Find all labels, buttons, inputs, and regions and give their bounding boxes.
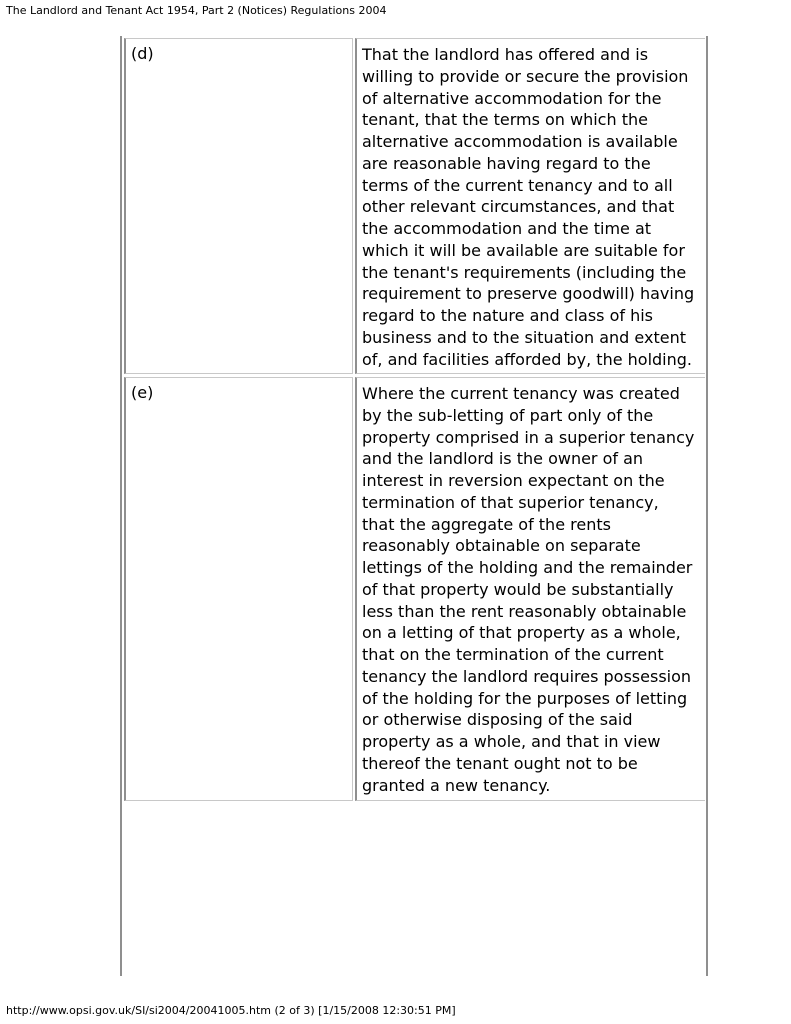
row-d-label-cell: [124, 38, 353, 374]
text-line: That the landlord has offered and is: [362, 45, 649, 64]
row-e-text-cell: [355, 377, 705, 801]
text-line: lettings of the holding and the remainder: [362, 558, 693, 577]
text-line: property comprised in a superior tenancy: [362, 427, 695, 447]
print-header-title: The Landlord and Tenant Act 1954, Part 2 (Notices) Regulations 2004: [6, 4, 387, 17]
text-line: of that property would be substantially: [362, 579, 674, 599]
row-label: (e): [131, 383, 154, 402]
text-line: the tenant's requirements (including the: [362, 262, 687, 282]
text-line: granted a new tenancy.: [362, 775, 551, 795]
text-line: Where the current tenancy was created: [362, 384, 680, 403]
text-line: by the sub-letting of part only of the: [362, 405, 654, 425]
text-line: terms of the current tenancy and to all: [362, 175, 673, 195]
text-line: less than the rent reasonably obtainable: [362, 601, 687, 621]
text-line: thereof the tenant ought not to be: [362, 753, 638, 773]
table-left-border: [120, 36, 122, 976]
text-line: willing to provide or secure the provision: [362, 66, 689, 86]
text-line: property as a whole, and that in view: [362, 732, 661, 751]
text-line: of alternative accommodation for the: [362, 88, 662, 108]
text-line: requirement to preserve goodwill) having: [362, 284, 695, 304]
text-line: reasonably obtainable on separate: [362, 536, 641, 556]
text-line: tenancy the landlord requires possession: [362, 666, 692, 686]
text-line: that the aggregate of the rents: [362, 514, 611, 534]
text-line: are reasonable having regard to the: [362, 153, 651, 173]
print-footer-url: http://www.opsi.gov.uk/SI/si2004/20041005.htm (2 of 3) [1/15/2008 12:30:51 PM]: [6, 1004, 456, 1017]
text-line: of the holding for the purposes of letting: [362, 688, 688, 708]
text-line: regard to the nature and class of his: [362, 306, 653, 325]
text-line: interest in reversion expectant on the: [362, 471, 665, 490]
text-line: or otherwise disposing of the said: [362, 710, 633, 730]
text-line: business and to the situation and extent: [362, 327, 686, 347]
text-line: the accommodation and the time at: [362, 219, 652, 238]
text-line: that on the termination of the current: [362, 645, 664, 664]
row-e-label-cell: [124, 377, 353, 801]
text-line: on a letting of that property as a whole,: [362, 623, 681, 643]
row-label: (d): [131, 44, 154, 63]
text-line: which it will be available are suitable for: [362, 240, 685, 260]
text-line: termination of that superior tenancy,: [362, 492, 659, 512]
text-line: and the landlord is the owner of an: [362, 449, 644, 469]
table-right-border: [706, 36, 708, 976]
text-line: tenant, that the terms on which the: [362, 110, 648, 130]
text-line: alternative accommodation is available: [362, 132, 678, 151]
text-line: other relevant circumstances, and that: [362, 197, 675, 217]
row-d-text-cell: [355, 38, 705, 374]
text-line: of, and facilities afforded by, the holding.: [362, 349, 692, 369]
